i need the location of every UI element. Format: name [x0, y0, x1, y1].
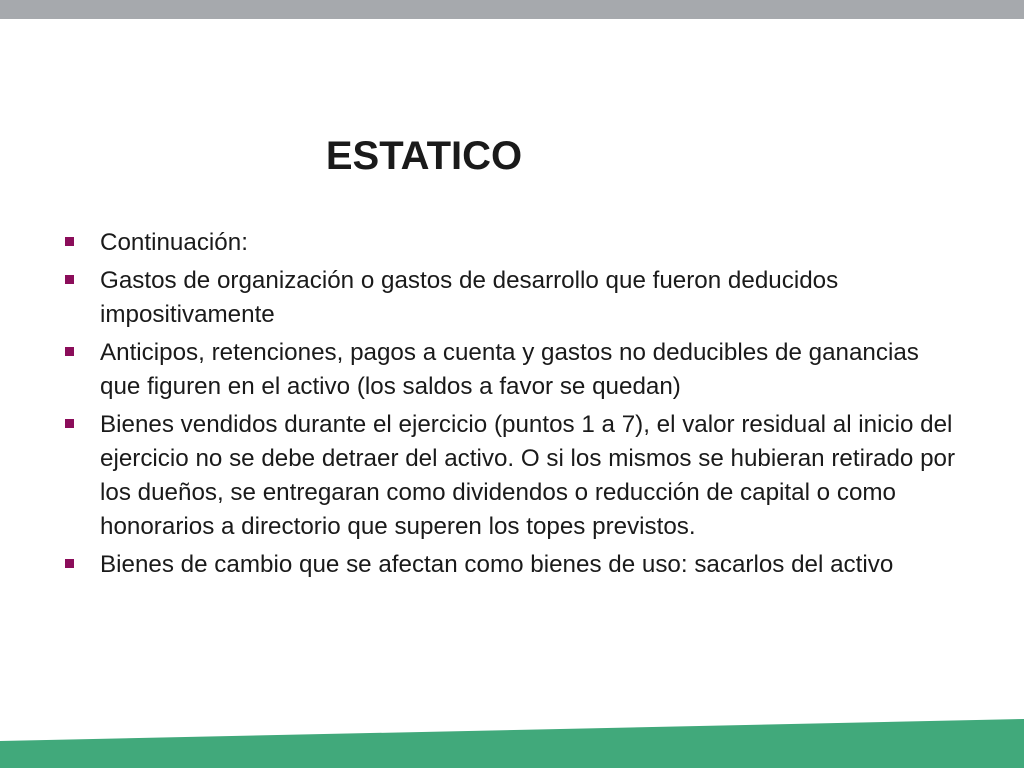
bullet-text: Continuación: — [100, 229, 248, 256]
square-bullet-icon — [65, 347, 74, 356]
square-bullet-icon — [65, 237, 74, 246]
green-wave — [0, 719, 1024, 768]
bullet-text: Bienes de cambio que se afectan como bienes de uso: sacarlos del activo — [100, 551, 894, 578]
square-bullet-icon — [65, 559, 74, 568]
top-bar — [0, 0, 1024, 19]
bullet-text: Bienes vendidos durante el ejercicio (puntos 1 a 7), el valor residual al inicio del ejercicio no se debe detraer del activo. O si los mismos se hubieran retirado por los dueños, se entregaran como dividendos o reducción de capital o como honorarios a directorio que superen los topes previstos. — [100, 411, 956, 540]
bottom-band-shape — [0, 719, 1024, 768]
bullet-text: Anticipos, retenciones, pagos a cuenta y gastos no deducibles de ganancias que figuren en el activo (los saldos a favor se quedan) — [100, 339, 919, 400]
bottom-band — [0, 719, 1024, 768]
square-bullet-icon — [65, 275, 74, 284]
bullet-item — [62, 548, 962, 582]
bullet-item — [62, 336, 962, 404]
bullet-list — [62, 226, 962, 586]
slide-title: ESTATICO — [325, 134, 523, 178]
bullet-item — [62, 264, 962, 332]
square-bullet-icon — [65, 419, 74, 428]
bullet-item — [62, 226, 962, 260]
bullet-text: Gastos de organización o gastos de desarrollo que fueron deducidos impositivamente — [100, 267, 839, 328]
bullet-item — [62, 408, 962, 544]
